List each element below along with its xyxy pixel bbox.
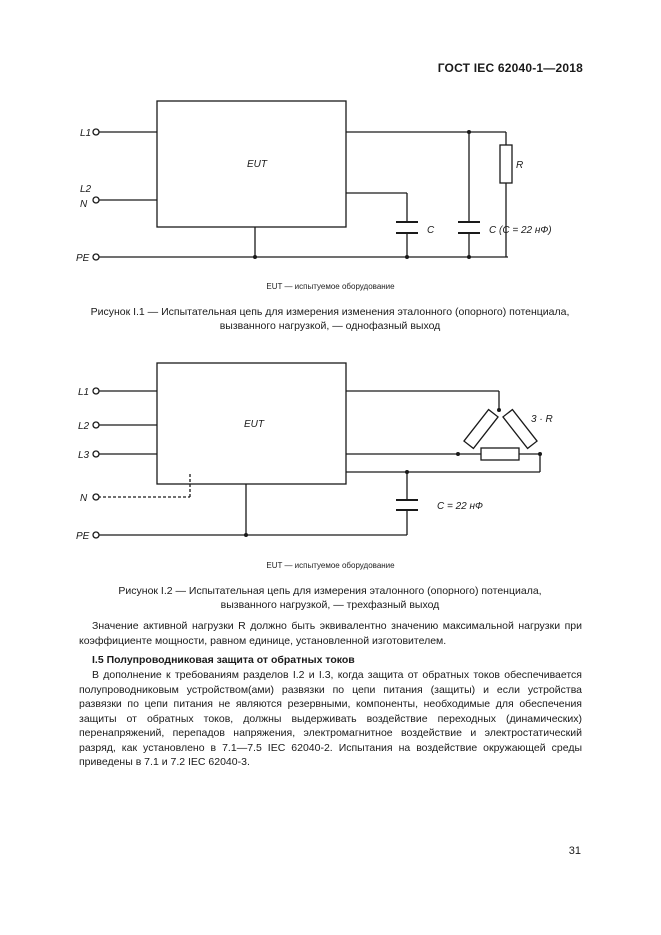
terminal-pe <box>93 254 99 260</box>
label-pe-3phase: PE <box>76 531 90 542</box>
label-n: N <box>80 199 88 210</box>
delta-resistor-left <box>464 410 498 449</box>
figure-1-caption <box>60 305 600 333</box>
label-l3: L3 <box>78 450 90 461</box>
terminal-l2-3phase <box>93 422 99 428</box>
terminal-l1-3phase <box>93 388 99 394</box>
label-c-value-3phase: C = 22 нФ <box>437 501 483 512</box>
terminal-l2 <box>93 197 99 203</box>
terminal-pe-3phase <box>93 532 99 538</box>
label-c: C <box>427 225 435 236</box>
figure-2-circuit <box>0 350 661 550</box>
figure-2-caption <box>60 584 600 612</box>
label-eut: EUT <box>247 159 267 170</box>
label-eut-3phase: EUT <box>244 419 264 430</box>
label-l1: L1 <box>80 128 92 139</box>
terminal-n <box>93 494 99 500</box>
figure-1-caption-line1: Рисунок I.1 — Испытательная цепь для измерения изменения эталонного (опорного) потенциала, <box>90 306 570 318</box>
figure-2-caption-line2: вызванного нагрузкой, — трехфазный выход <box>220 599 440 611</box>
resistor-r <box>500 145 512 183</box>
terminal-l3 <box>93 451 99 457</box>
figure-1-circuit <box>0 0 661 290</box>
section-title: I.5 Полупроводниковая защита от обратных токов <box>92 654 355 666</box>
delta-resistor-bottom <box>481 448 519 460</box>
label-l1-3phase: L1 <box>78 387 90 398</box>
page-number: 31 <box>568 845 581 857</box>
label-r: R <box>516 160 524 171</box>
label-n-3phase: N <box>80 493 88 504</box>
label-l2-3phase: L2 <box>78 421 90 432</box>
figure-1-note: EUT — испытуемое оборудование <box>266 282 395 291</box>
paragraph-load-value: Значение активной нагрузки R должно быть эквивалентно значению максимальной нагрузки при коэффициенте мощности, равном единице, установленной изготовителем. <box>79 620 582 647</box>
label-3r: 3 · R <box>531 414 553 425</box>
label-pe: PE <box>76 253 90 264</box>
standard-header: ГОСТ IEC 62040-1—2018 <box>437 61 583 75</box>
label-l2: L2 <box>80 184 92 195</box>
figure-2-note: EUT — испытуемое оборудование <box>266 561 395 570</box>
figure-1-caption-line2: вызванного нагрузкой, — однофазный выход <box>219 320 441 332</box>
label-c-value: C (C = 22 нФ) <box>489 225 552 236</box>
terminal-l1 <box>93 129 99 135</box>
figure-2-caption-line1: Рисунок I.2 — Испытательная цепь для измерения эталонного (опорного) потенциала, <box>118 585 542 597</box>
paragraph-reverse-current: В дополнение к требованиям разделов I.2 и I.3, когда защита от обратных токов обеспечивается полупроводниковым устройством(ами) развязки по цепи питания (защиты) и если устройства развязки по цепи питания не являются резервными, компоненты, необходимые для обеспечения защиты от обратных токов, должны выдерживать воздействие переходных (динамических) перенапряжений, перепадов напряжения, электромагнитное воздействие и электростатический разряд, как установлено в 7.1—7.5 IEC 62040-2. Испытания на воздействие окружающей среды приведены в 7.1 и 7.2 IEC 62040-3. <box>79 669 582 768</box>
